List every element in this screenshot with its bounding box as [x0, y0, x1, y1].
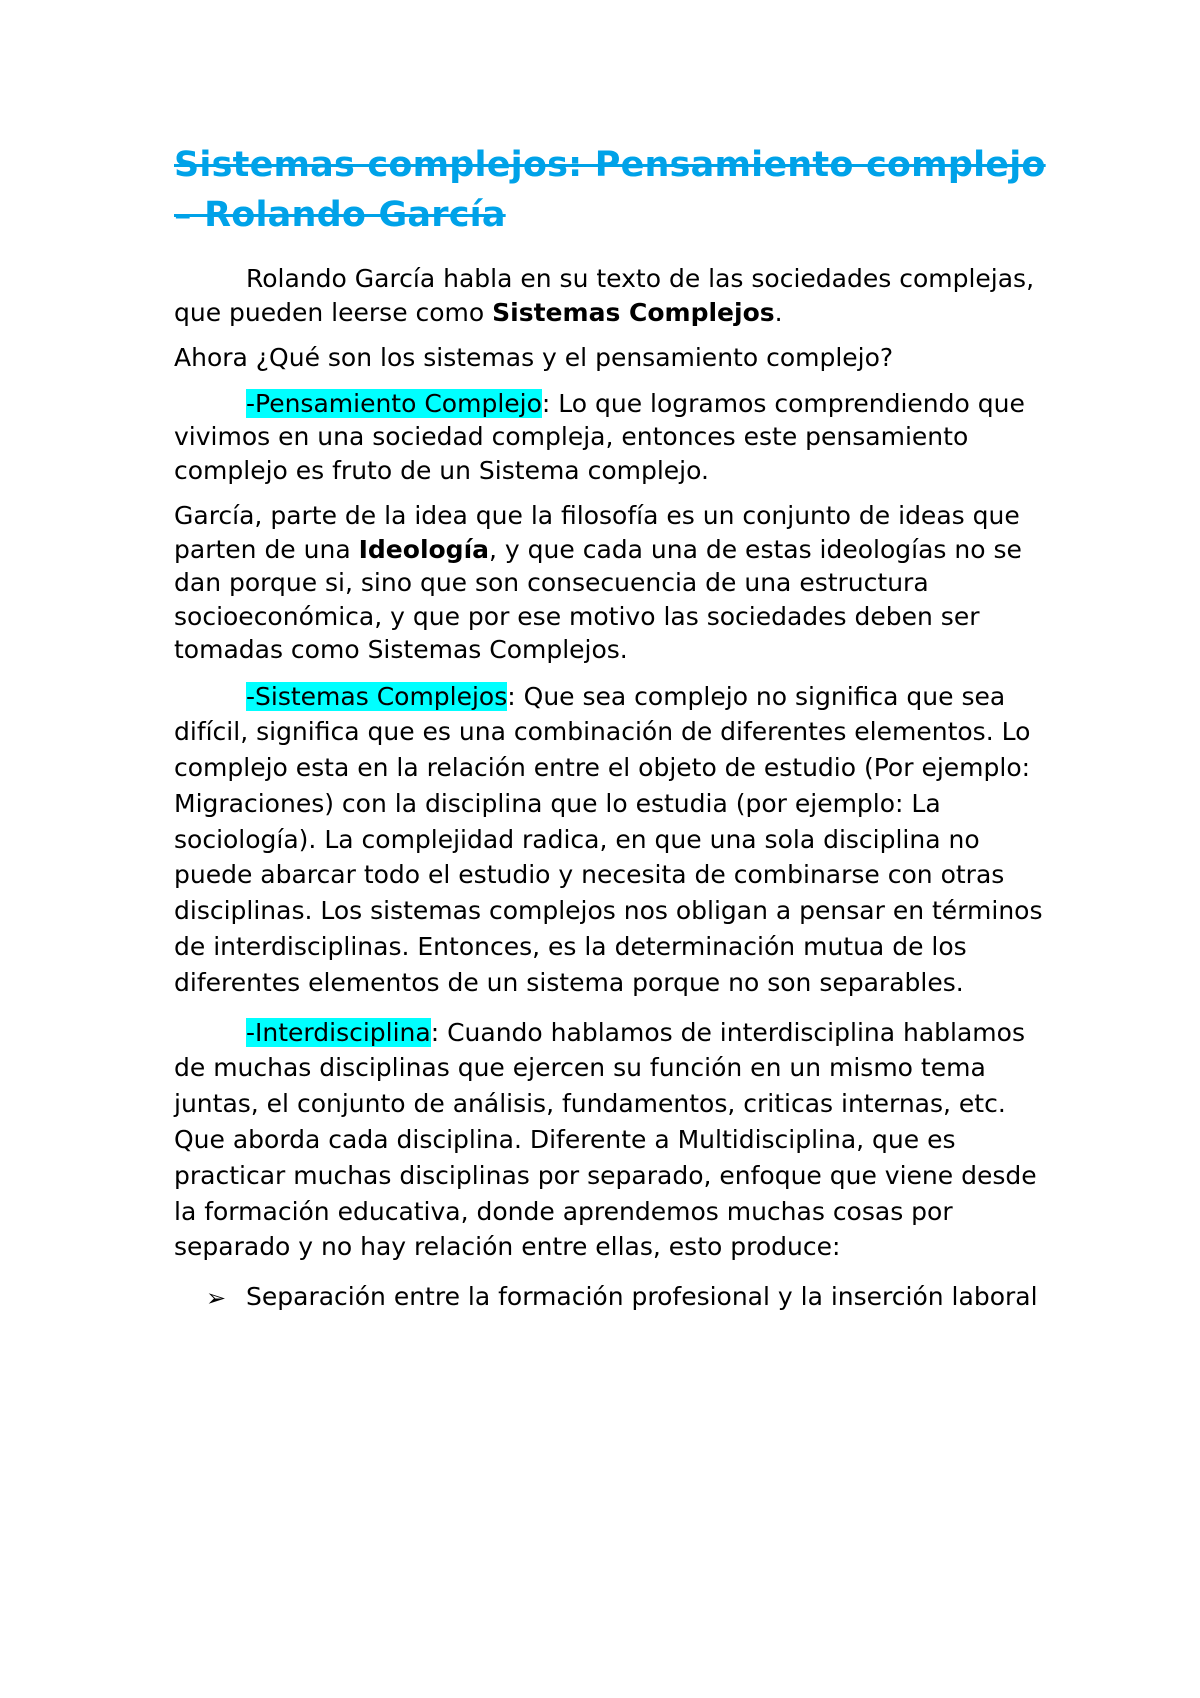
pensamiento-paragraph: [174, 387, 1054, 488]
garcia-text-end: , y que cada una de estas ideologías no se dan porque si, sino que son consecuencia de una estructura socioeconómica, y que por ese motivo las sociedades deben ser tomadas como Sistemas Complejos.: [174, 534, 1022, 664]
interdisciplina-paragraph: [174, 1015, 1054, 1266]
intro-bold-term: Sistemas Complejos: [492, 297, 775, 327]
document-page: [174, 140, 1054, 1315]
document-title: Sistemas complejos: Pensamiento complejo – Rolando García: [174, 145, 1046, 235]
interdisciplina-term-highlight: -Interdisciplina: [246, 1017, 431, 1047]
intro-paragraph: [174, 262, 1054, 329]
sistemas-term-highlight: -Sistemas Complejos: [246, 681, 508, 711]
arrow-icon: ➢: [206, 1284, 227, 1313]
sistemas-text: : Que sea complejo no significa que sea difícil, significa que es una combinación de diferentes elementos. Lo complejo esta en la relación entre el objeto de estudio (Por ejemplo: Migraciones) con la disciplina que lo estudia (por ejemplo: La sociología). La complejidad radica, en que una sola disciplina no puede abarcar todo el estudio y necesita de combinarse con otras disciplinas. Los sistemas complejos nos obligan a pensar en términos de interdisciplinas. Entonces, es la determinación mutua de los diferentes elementos de un sistema porque no son separables.: [174, 681, 1043, 997]
pensamiento-text: : Lo que logramos comprendiendo que vivimos en una sociedad compleja, entonces este pensamiento complejo es fruto de un Sistema complejo.: [174, 388, 1025, 485]
intro-text: Rolando García habla en su texto de las sociedades complejas, que pueden leerse como: [174, 264, 1035, 327]
list-item-text: Separación entre la formación profesional y la inserción laboral: [246, 1282, 1038, 1312]
interdisciplina-text: : Cuando hablamos de interdisciplina hablamos de muchas disciplinas que ejercen su función en un mismo tema juntas, el conjunto de análisis, fundamentos, criticas internas, etc. Que aborda cada disciplina. Diferente a Multidisciplina, que es practicar muchas disciplinas por separado, enfoque que viene desde la formación educativa, donde aprendemos muchas cosas por separado y no hay relación entre ellas, esto produce:: [174, 1017, 1037, 1262]
garcia-bold-term: Ideología: [358, 534, 490, 564]
question-paragraph: Ahora ¿Qué son los sistemas y el pensamiento complejo?: [174, 343, 894, 372]
garcia-paragraph: [174, 499, 1054, 667]
list-item: [206, 1279, 1054, 1315]
garcia-text: García, parte de la idea que la filosofía es un conjunto de ideas que parten de una: [174, 501, 1020, 564]
sistemas-paragraph: [174, 679, 1054, 1001]
bullet-list: [174, 1279, 1054, 1315]
intro-text-end: .: [774, 297, 783, 327]
pensamiento-term-highlight: -Pensamiento Complejo: [246, 388, 542, 418]
